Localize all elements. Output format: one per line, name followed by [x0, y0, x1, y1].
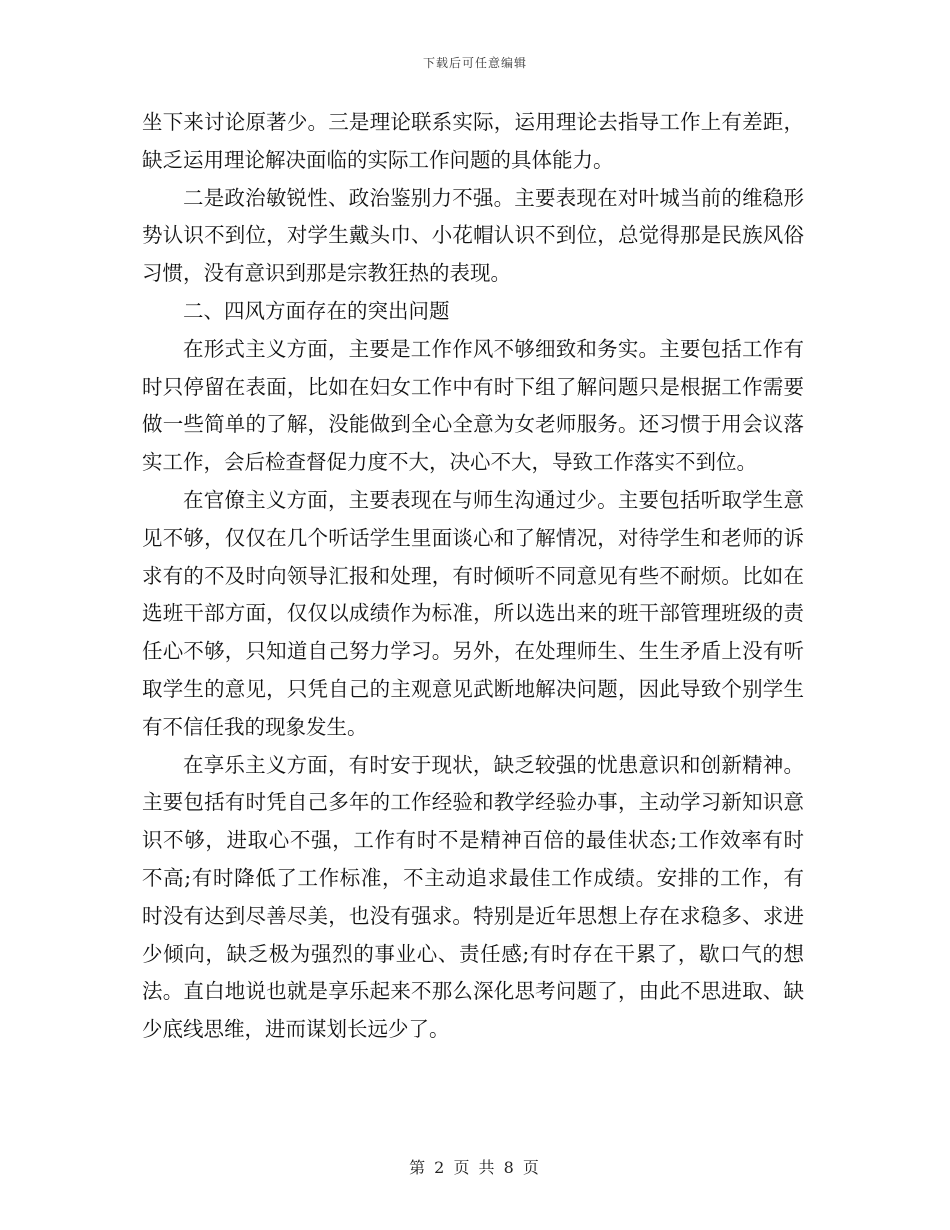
- document-body: [142, 104, 804, 1049]
- page-header: 下载后可任意编辑: [422, 56, 527, 70]
- section-heading: 二、四风方面存在的突出问题: [183, 298, 450, 323]
- paragraph-bureaucratism: 在官僚主义方面，主要表现在与师生沟通过少。主要包括听取学生意见不够，仅仅在几个听话学生里面谈心和了解情况，对待学生和老师的诉求有的不及时向领导汇报和处理，有时倾听不同意见有些不耐烦。比如在选班干部方面，仅仅以成绩作为标准，所以选出来的班干部管理班级的责任心不够，只知道自己努力学习。另外，在处理师生、生生矛盾上没有听取学生的意见，只凭自己的主观意见武断地解决问题，因此导致个别学生有不信任我的现象发生。: [142, 487, 804, 739]
- paragraph-1: 坐下来讨论原著少。三是理论联系实际，运用理论去指导工作上有差距，缺乏运用理论解决面临的实际工作问题的具体能力。: [142, 110, 804, 172]
- paragraph-hedonism: 在享乐主义方面，有时安于现状，缺乏较强的忧患意识和创新精神。主要包括有时凭自己多年的工作经验和教学经验办事，主动学习新知识意识不够，进取心不强，工作有时不是精神百倍的最佳状态;工作效率有时不高;有时降低了工作标准，不主动追求最佳工作成绩。安排的工作，有时没有达到尽善尽美，也没有强求。特别是近年思想上存在求稳多、求进少倾向，缺乏极为强烈的事业心、责任感;有时存在干累了，歇口气的想法。直白地说也就是享乐起来不那么深化思考问题了，由此不思进取、缺少底线思维，进而谋划长远少了。: [142, 752, 804, 1042]
- paragraph-2: 二是政治敏锐性、政治鉴别力不强。主要表现在对叶城当前的维稳形势认识不到位，对学生戴头巾、小花帽认识不到位，总觉得那是民族风俗习惯，没有意识到那是宗教狂热的表现。: [142, 185, 804, 286]
- page-number-footer: 第 2 页 共 8 页: [409, 1158, 541, 1177]
- paragraph-formalism: 在形式主义方面，主要是工作作风不够细致和务实。主要包括工作有时只停留在表面，比如在妇女工作中有时下组了解问题只是根据工作需要做一些简单的了解，没能做到全心全意为女老师服务。还习惯于用会议落实工作，会后检查督促力度不大，决心不大，导致工作落实不到位。: [142, 336, 804, 475]
